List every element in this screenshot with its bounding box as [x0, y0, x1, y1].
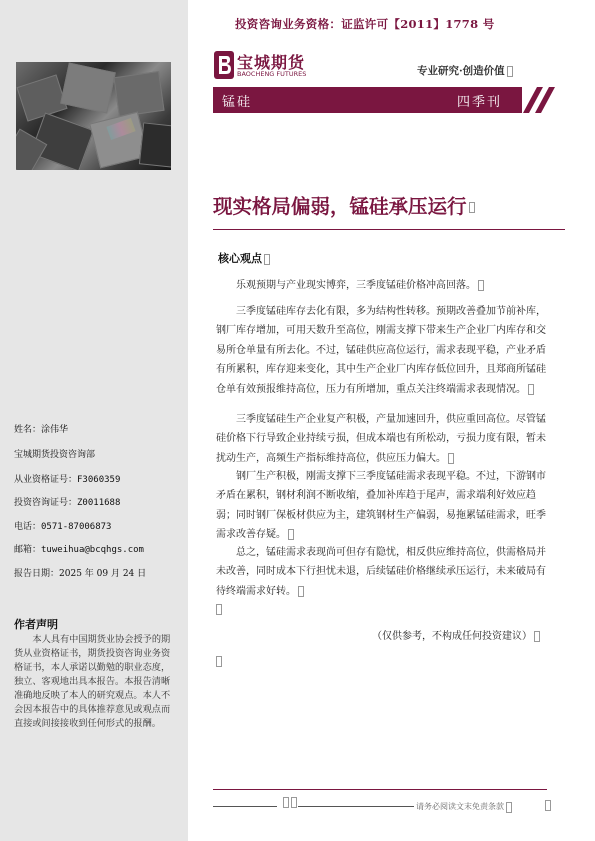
footer-divider [213, 789, 547, 790]
author-name-label: 姓名： [14, 425, 42, 435]
core-paragraph-1-text: 乐观预期与产业现实博弈，三季度锰硅价格冲高回落。 [236, 280, 476, 291]
slogan [417, 63, 513, 78]
report-date-row [14, 566, 146, 579]
text-marker-icon [506, 802, 512, 813]
company-logo [213, 50, 323, 82]
text-marker-icon [288, 529, 294, 540]
core-paragraph-5-text: 总之，锰硅需求表现尚可但存有隐忧，相反供应维持高位，供需格局并未改善，同时成本下行担忧未退，后续锰硅价格继续承压运行，未来破局有待终端需求好转。 [216, 547, 546, 597]
banner-stripes-icon [515, 87, 555, 113]
core-paragraph-5 [216, 543, 550, 601]
logo-chinese-name: 宝城期货 [237, 53, 306, 72]
author-phone-row [14, 519, 111, 532]
author-email-row [14, 542, 144, 555]
author-name: 涂伟华 [41, 425, 69, 435]
footer-note-text: 请务必阅读文末免责条款 [416, 802, 504, 811]
author-dept: 宝城期货投资咨询部 [14, 450, 96, 460]
logo-mark-icon [213, 50, 235, 80]
author-dept-row [14, 447, 95, 460]
core-views-heading-text: 核心观点 [218, 252, 262, 265]
core-paragraph-4-text: 钢厂生产积极，刚需支撑下三季度锰硅需求表现平稳。不过，下游钢市矛盾在累积，钢材利润不断收缩，叠加补库趋于尾声，需求端利好效应趋弱；同时钢厂保板材供应为主，建筑钢材生产偏弱，易拖累锰硅需求，旺季需求改善存疑。 [216, 471, 546, 541]
text-marker-icon [507, 66, 513, 77]
text-marker-icon [216, 604, 222, 615]
cert-label: 从业资格证号： [14, 475, 78, 485]
banner-product: 锰硅 [222, 95, 253, 110]
footer-line-left [213, 806, 277, 807]
email-address[interactable]: tuweihua@bcqhgs.com [41, 545, 144, 555]
core-paragraph-3-text: 三季度锰硅生产企业复产积极，产量加速回升，供应重回高位。尽管锰硅价格下行导致企业持续亏损，但成本端也有所松动，亏损力度有限，暂未扰动生产，高频生产指标维持高位，供应压力偏大。 [216, 414, 546, 464]
slogan-text: 专业研究·创造价值 [417, 65, 505, 77]
text-marker-icon [545, 800, 551, 811]
cover-image-manganese-silicon [16, 62, 171, 170]
text-marker-icon [216, 656, 222, 667]
email-label: 邮箱： [14, 545, 42, 555]
text-marker-icon [528, 384, 534, 395]
text-marker-icon [534, 631, 540, 642]
invest-number: Z0011688 [77, 498, 121, 508]
footer-line-middle [298, 806, 414, 807]
author-invest-row [14, 495, 120, 508]
author-name-row [14, 422, 68, 435]
text-marker-icon [469, 202, 475, 213]
core-paragraph-4 [216, 467, 550, 545]
text-marker-icon [291, 797, 297, 808]
phone-label: 电话： [14, 522, 42, 532]
phone-number: 0571-87006873 [41, 522, 112, 532]
title-divider [213, 229, 565, 230]
disclaimer [372, 627, 540, 642]
statement-title: 作者声明 [14, 618, 58, 631]
cert-number: F3060359 [77, 475, 121, 485]
banner-period: 四季刊 [457, 95, 503, 110]
core-paragraph-3 [216, 410, 550, 468]
footer-note [416, 801, 512, 813]
core-paragraph-1 [216, 276, 550, 295]
report-title [213, 191, 475, 219]
text-marker-icon [283, 797, 289, 808]
text-marker-icon [264, 254, 270, 265]
report-title-text: 现实格局偏弱，锰硅承压运行 [213, 195, 467, 218]
logo-english-name: BAOCHENG FUTURES [237, 70, 307, 78]
text-marker-icon [478, 280, 484, 291]
text-marker-icon [448, 453, 454, 464]
statement-text: 本人具有中国期货业协会授予的期货从业资格证书，期货投资咨询业务资格证书，本人承诺以勤勉的职业态度，独立、客观地出具本报告。本报告清晰准确地反映了本人的研究观点。本人不会因本报告中的具体推荐意见或观点而直接或间接接收到任何形式的报酬。 [14, 634, 171, 729]
disclaimer-text: （仅供参考，不构成任何投资建议） [372, 631, 532, 642]
author-cert-row [14, 472, 120, 485]
core-paragraph-2-text: 三季度锰硅库存去化有限，多为结构性转移。预期改善叠加节前补库，钢厂库存增加，可用天数升至高位，刚需支撑下带来生产企业厂内库存和交易所仓单量有所去化。不过，锰硅供应高位运行，需求表现平稳，产业矛盾有所累积，库存迎来变化，其中生产企业厂内库存低位回升，且郑商所锰硅仓单有效预报维持高位，压力有所增加，重点关注终端需求表现情况。 [216, 306, 546, 395]
text-marker-icon [298, 586, 304, 597]
core-paragraph-2 [216, 302, 550, 399]
report-date: 2025 年 09 月 24 日 [59, 569, 147, 579]
footer-marks [281, 797, 297, 808]
date-label: 报告日期： [14, 569, 60, 579]
license-text: 投资咨询业务资格：证监许可【2011】1778 号 [235, 17, 495, 31]
invest-label: 投资咨询证号： [14, 498, 78, 508]
core-views-heading [218, 250, 270, 266]
